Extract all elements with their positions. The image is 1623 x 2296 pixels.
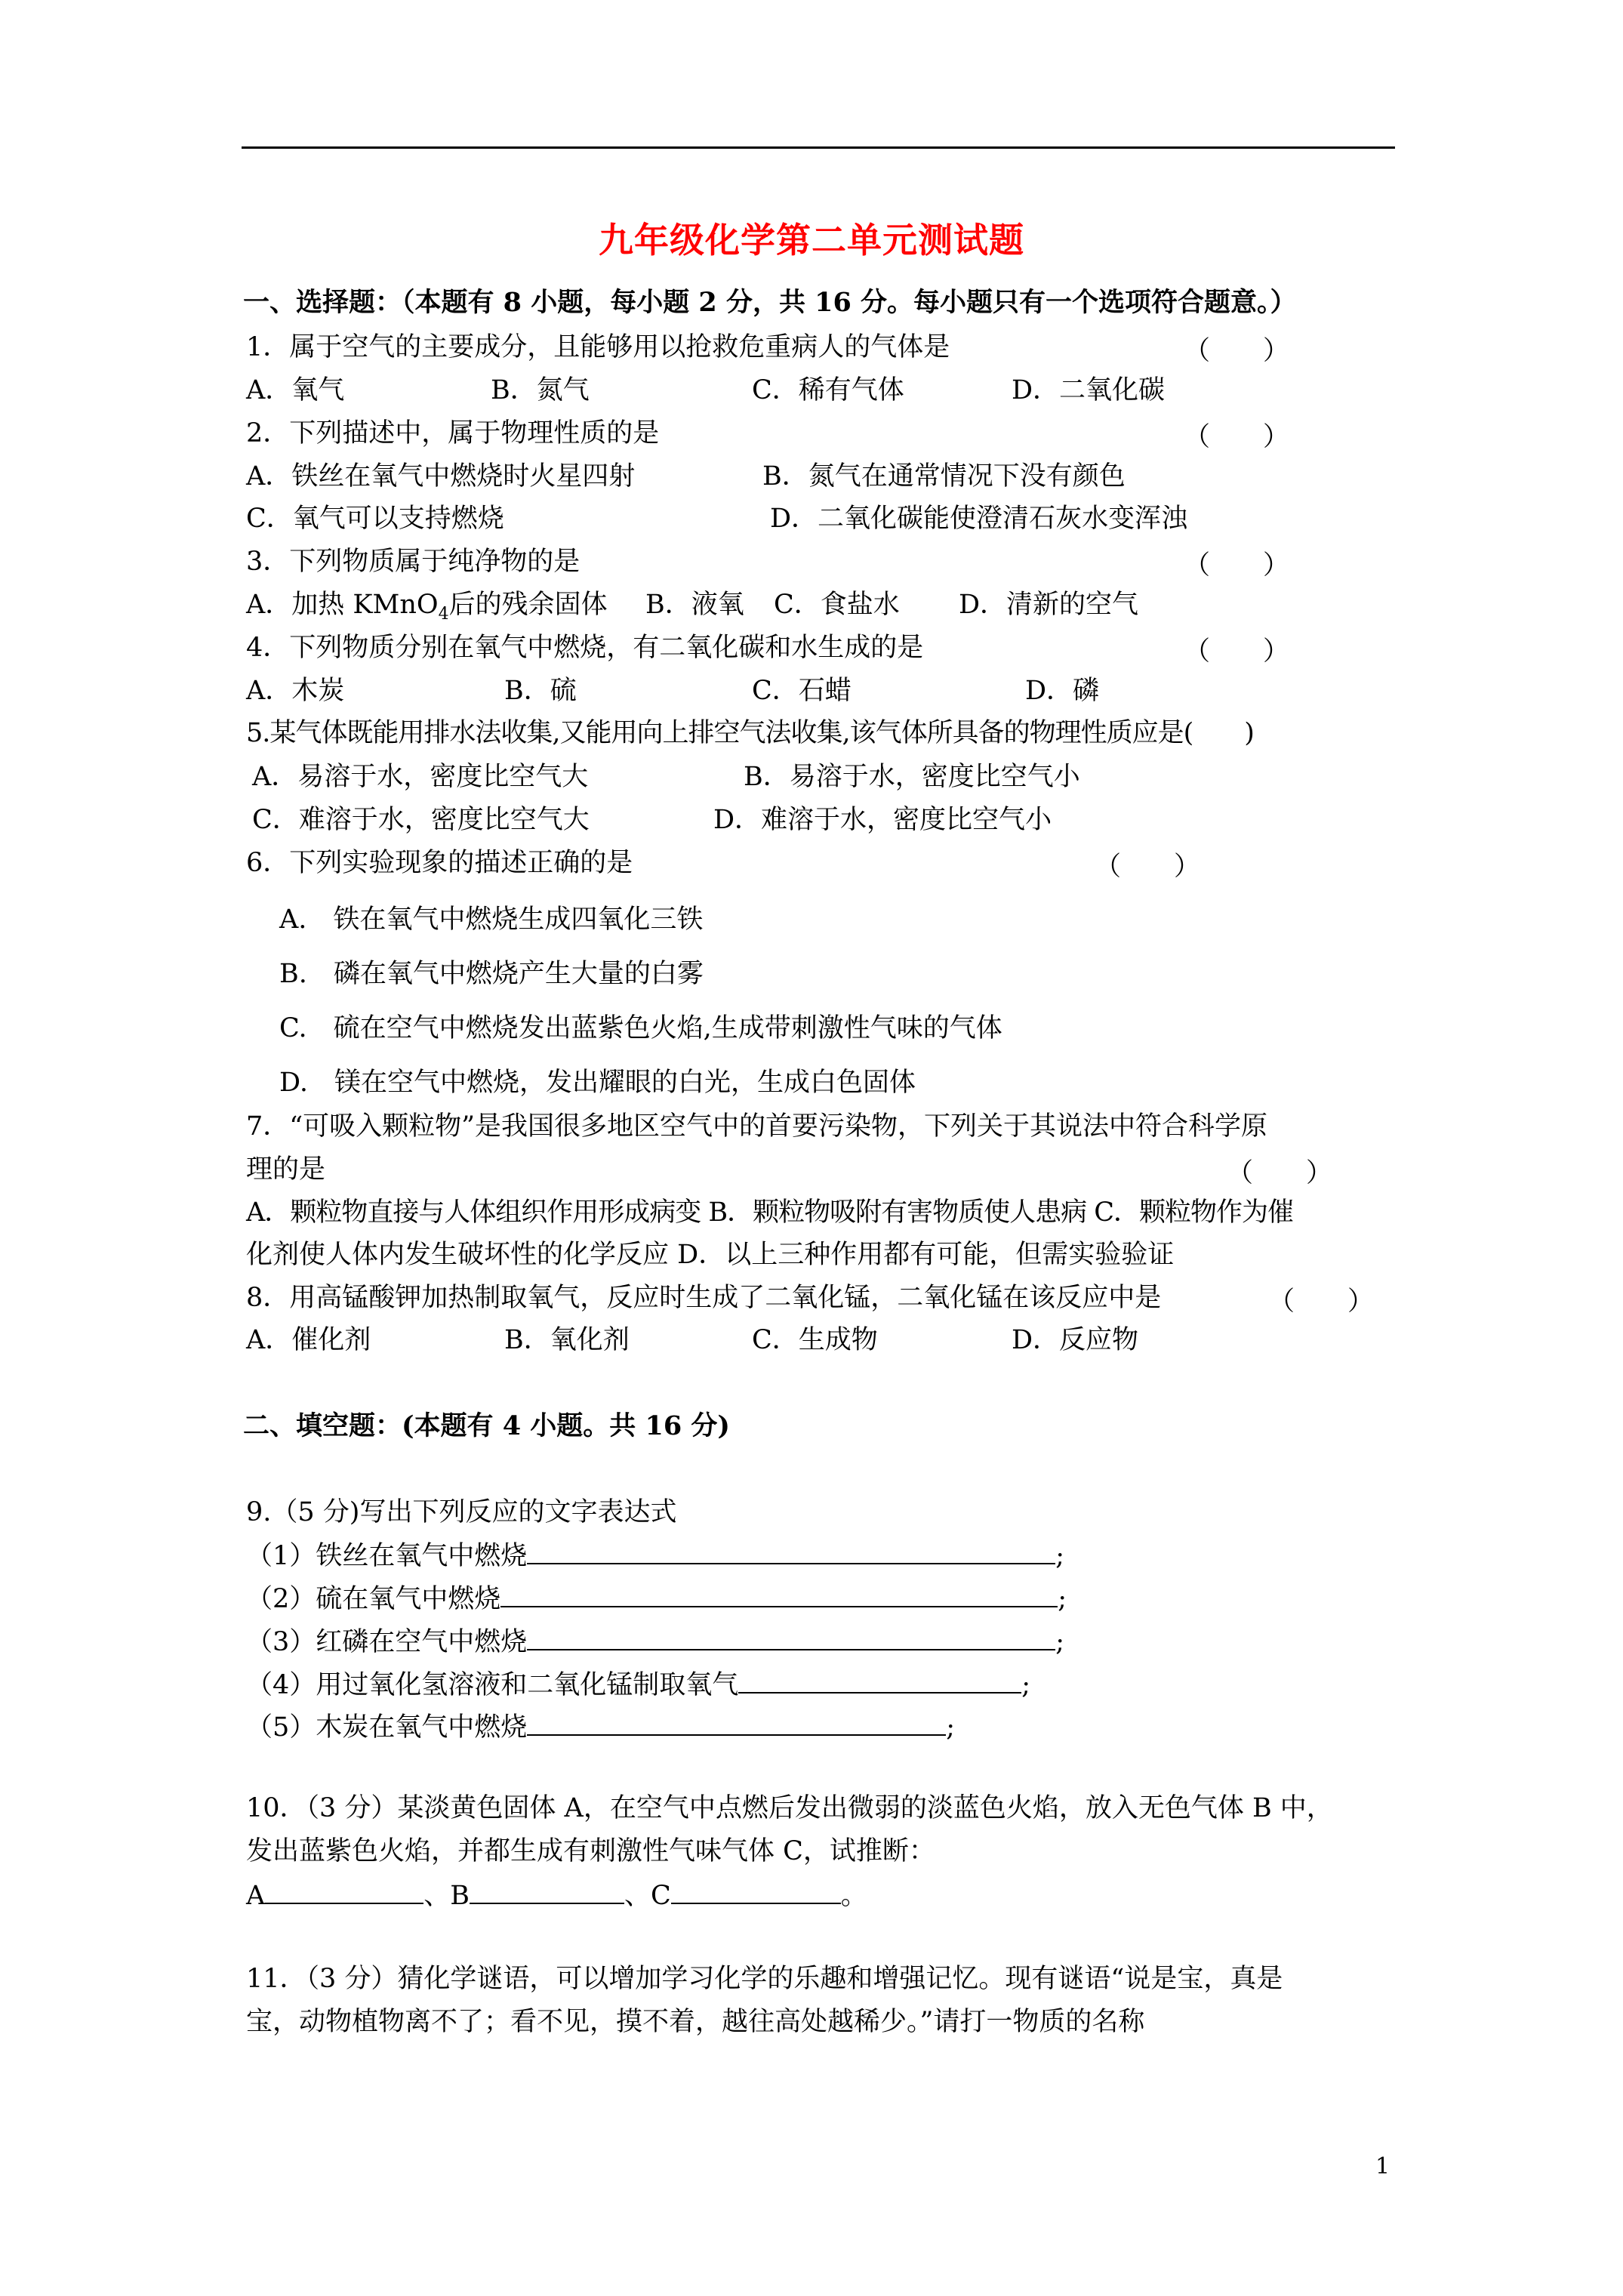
q10-line-2: 发出蓝紫色火焰，并都生成有刺激性气味气体 C，试推断： (246, 1836, 935, 1866)
q7-line-2: 理的是 (246, 1154, 326, 1185)
q8-stem: 8．用高锰酸钾加热制取氧气，反应时生成了二氧化锰，二氧化锰在该反应中是 (246, 1283, 1162, 1313)
q9-item-4 (246, 1666, 1030, 1703)
q9-item-3-end: ; (1055, 1627, 1065, 1657)
q10-label-b: 、B (423, 1881, 470, 1911)
page-title: 九年级化学第二单元测试题 (599, 220, 1024, 260)
q6-option-a: A. 铁在氧气中燃烧生成四氧化三铁 (279, 905, 704, 935)
q3-option-b: B．液氧 (645, 590, 744, 620)
q9-stem: 9.（5 分)写出下列反应的文字表达式 (246, 1497, 677, 1527)
q7-line-1: 7．“可吸入颗粒物”是我国很多地区空气中的首要污染物，下列关于其说法中符合科学原 (246, 1111, 1268, 1142)
q1-option-d: D．二氧化碳 (1012, 375, 1166, 405)
q5-option-a: A．易溶于水，密度比空气大 (252, 762, 589, 792)
q4-option-a: A．木炭 (246, 676, 345, 706)
q9-item-1-answer-blank[interactable] (527, 1537, 1055, 1564)
q7-line-3: A．颗粒物直接与人体组织作用形成病变 B．颗粒物吸附有害物质使人患病 C．颗粒物作为催 (246, 1197, 1294, 1228)
q9-item-3-text: （3）红磷在空气中燃烧 (246, 1627, 528, 1657)
q9-item-4-end: ; (1021, 1670, 1031, 1700)
q1-option-c: C．稀有气体 (752, 375, 904, 405)
q4-stem: 4．下列物质分别在氧气中燃烧，有二氧化碳和水生成的是 (246, 633, 924, 663)
q8-option-b: B．氧化剂 (504, 1325, 630, 1355)
header-rule (242, 146, 1395, 149)
q9-item-2 (246, 1580, 1067, 1616)
q3-option-a-suffix: 后的残余固体 (448, 590, 608, 620)
q8-option-c: C．生成物 (752, 1325, 878, 1355)
q4-option-d: D．磷 (1025, 676, 1100, 706)
q2-option-b: B．氮气在通常情况下没有颜色 (762, 461, 1126, 492)
q3-option-c: C．食盐水 (774, 590, 900, 620)
q3-option-a-subscript: 4 (438, 605, 449, 624)
q3-option-a (246, 587, 608, 632)
q9-item-5 (246, 1709, 955, 1745)
q9-item-1-text: （1）铁丝在氧气中燃烧 (246, 1541, 528, 1571)
q1-stem: 1．属于空气的主要成分，且能够用以抢救危重病人的气体是 (246, 332, 950, 362)
q2-stem: 2．下列描述中，属于物理性质的是 (246, 418, 660, 448)
q2-option-a: A．铁丝在氧气中燃烧时火星四射 (246, 461, 636, 492)
q9-item-1 (246, 1537, 1064, 1573)
q10-blank-c[interactable] (671, 1877, 841, 1904)
q6-answer-paren: （ ） (1095, 852, 1201, 882)
q7-line-4: 化剂使人体内发生破坏性的化学反应 D．以上三种作用都有可能，但需实验验证 (246, 1240, 1175, 1270)
q10-end: 。 (840, 1881, 867, 1911)
q9-item-5-end: ; (946, 1712, 956, 1743)
q11-line-1: 11．（3 分）猜化学谜语，可以增加学习化学的乐趣和增强记忆。现有谜语“说是宝，真是 (246, 1964, 1283, 1994)
q4-option-c: C．石蜡 (752, 676, 852, 706)
section-1-heading: 一、选择题：（本题有 8 小题，每小题 2 分，共 16 分。每小题只有一个选项符合题意。） (243, 287, 1297, 318)
q1-option-a: A．氧气 (246, 375, 345, 405)
q9-item-4-text: （4）用过氧化氢溶液和二氧化锰制取氧气 (246, 1670, 739, 1700)
q5-stem: 5.某气体既能用排水法收集,又能用向上排空气法收集,该气体所具备的物理性质应是( ) (246, 718, 1254, 748)
q2-option-c: C．氧气可以支持燃烧 (246, 504, 504, 534)
q8-option-d: D．反应物 (1012, 1325, 1139, 1355)
q3-answer-paren: （ ） (1184, 550, 1290, 581)
q5-option-b: B．易溶于水，密度比空气小 (744, 762, 1080, 792)
q10-label-a: A (246, 1881, 266, 1911)
q10-answers (246, 1877, 867, 1913)
q9-item-2-text: （2）硫在氧气中燃烧 (246, 1584, 501, 1614)
q4-option-b: B．硫 (504, 676, 577, 706)
q9-item-5-text: （5）木炭在氧气中燃烧 (246, 1712, 528, 1743)
q6-stem: 6．下列实验现象的描述正确的是 (246, 848, 633, 878)
q9-item-3-answer-blank[interactable] (527, 1623, 1055, 1650)
q2-option-d: D．二氧化碳能使澄清石灰水变浑浊 (770, 504, 1188, 534)
q9-item-2-answer-blank[interactable] (500, 1580, 1058, 1607)
q5-option-d: D．难溶于水，密度比空气小 (713, 805, 1052, 835)
q8-answer-paren: （ ） (1268, 1287, 1375, 1317)
q7-answer-paren: （ ） (1227, 1158, 1333, 1188)
q3-option-d: D．清新的空气 (959, 590, 1139, 620)
q10-line-1: 10．（3 分）某淡黄色固体 A，在空气中点燃后发出微弱的淡蓝色火焰，放入无色气体 B 中， (246, 1793, 1333, 1823)
q9-item-1-end: ; (1055, 1541, 1065, 1571)
q10-blank-a[interactable] (265, 1877, 423, 1904)
q3-option-a-prefix: A．加热 KMnO (246, 590, 439, 620)
q11-line-2: 宝，动物植物离不了；看不见，摸不着，越往高处越稀少。”请打一物质的名称 (246, 2007, 1145, 2037)
q8-option-a: A．催化剂 (246, 1325, 371, 1355)
q1-answer-paren: （ ） (1184, 336, 1290, 366)
q6-option-d: D. 镁在空气中燃烧，发出耀眼的白光，生成白色固体 (279, 1068, 916, 1098)
q3-stem: 3．下列物质属于纯净物的是 (246, 547, 581, 577)
q5-option-c: C．难溶于水，密度比空气大 (252, 805, 590, 835)
q2-answer-paren: （ ） (1184, 422, 1290, 452)
q9-item-5-answer-blank[interactable] (527, 1709, 946, 1736)
q9-item-2-end: ; (1058, 1584, 1067, 1614)
q6-option-b: B. 磷在氧气中燃烧产生大量的白雾 (279, 959, 704, 989)
page-number: 1 (1375, 2153, 1390, 2180)
q9-item-4-answer-blank[interactable] (738, 1666, 1021, 1693)
q1-option-b: B．氮气 (491, 375, 590, 405)
q10-blank-b[interactable] (470, 1877, 624, 1904)
section-2-heading: 二、填空题：(本题有 4 小题。共 16 分) (243, 1410, 730, 1441)
q10-label-c: 、C (624, 1881, 671, 1911)
q6-option-c: C. 硫在空气中燃烧发出蓝紫色火焰,生成带刺激性气味的气体 (279, 1013, 1002, 1043)
q9-item-3 (246, 1623, 1064, 1660)
q4-answer-paren: （ ） (1184, 636, 1290, 667)
